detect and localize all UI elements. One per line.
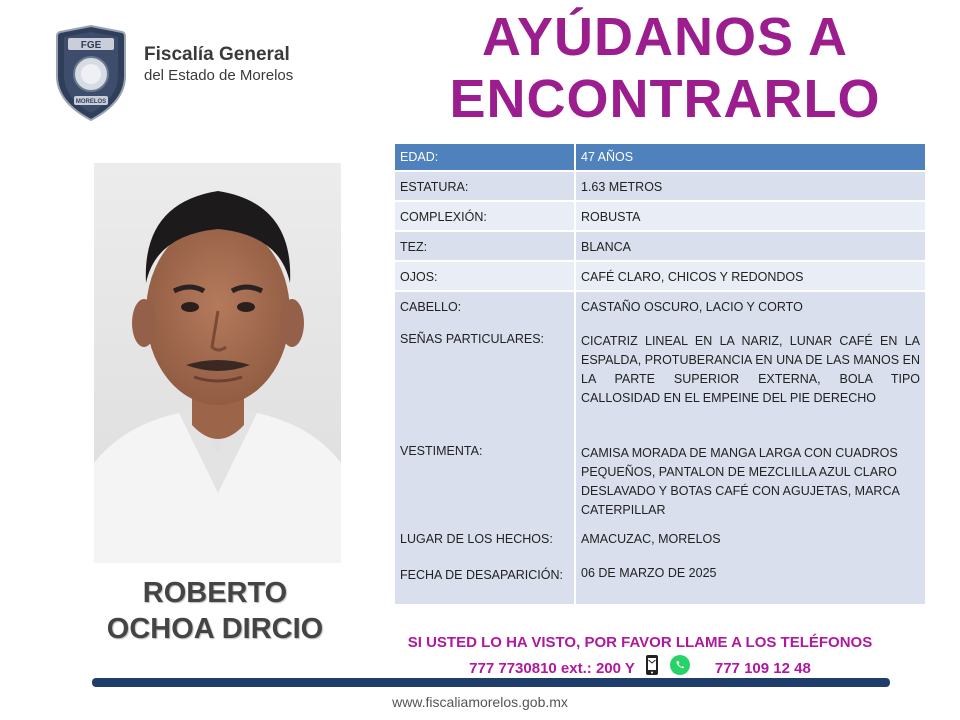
table-row: [395, 172, 925, 202]
headline-line1: AYÚDANOS A: [481, 7, 849, 67]
svg-text:MORELOS: MORELOS: [75, 99, 107, 105]
row-value: CASTAÑO OSCURO, LACIO Y CORTO: [581, 300, 803, 314]
person-name: [70, 575, 360, 647]
row-label: COMPLEXIÓN:: [395, 202, 576, 232]
svg-text:FGE: FGE: [80, 40, 102, 51]
phone-number-2[interactable]: 777 109 12 48: [714, 659, 811, 677]
badge-logo: [54, 24, 128, 122]
details-table: [395, 144, 925, 604]
missing-person-photo: [94, 163, 341, 563]
table-row: [395, 232, 925, 262]
row-label: VESTIMENTA:: [400, 444, 483, 458]
table-row: [395, 202, 925, 232]
row-label: EDAD:: [395, 144, 576, 172]
row-label: ESTATURA:: [395, 172, 576, 202]
row-value: BLANCA: [576, 232, 925, 262]
row-label: SEÑAS PARTICULARES:: [400, 332, 545, 346]
row-label: CABELLO:: [400, 300, 462, 314]
row-value: CICATRIZ LINEAL EN LA NARIZ, LUNAR CAFÉ EN LA ESPALDA, PROTUBERANCIA EN UNA DE LAS MANOS EN LA PARTE SUPERIOR EXTERNA, BOLA TIPO CALLOSIDAD EN EL EMPEINE DEL PIE DERECHO: [581, 334, 920, 405]
footer-bar: [92, 678, 890, 687]
row-value: CAMISA MORADA DE MANGA LARGA CON CUADROS PEQUEÑOS, PANTALON DE MEZCLILLA AZUL CLARO DESLAVADO Y BOTAS CAFÉ CON AGUJETAS, MARCA CATERPILLAR: [581, 446, 900, 517]
website-link[interactable]: www.fiscaliamorelos.gob.mx: [392, 694, 568, 710]
row-label: LUGAR DE LOS HECHOS:: [400, 532, 553, 546]
callout-text: SI USTED LO HA VISTO, POR FAVOR LLAME A LOS TELÉFONOS: [407, 634, 873, 651]
headline-line2: ENCONTRARLO: [449, 69, 881, 129]
block-values: [576, 292, 925, 604]
row-label: OJOS:: [395, 262, 576, 292]
table-row: [395, 144, 925, 172]
headline: [400, 6, 930, 130]
table-row: [395, 292, 925, 604]
table-row: [395, 262, 925, 292]
row-label: TEZ:: [395, 232, 576, 262]
phone-number-1[interactable]: 777 7730810 ext.: 200 Y: [469, 659, 635, 677]
block-labels: [395, 292, 576, 604]
agency-name-line1: Fiscalía General: [144, 44, 290, 65]
row-value: ROBUSTA: [576, 202, 925, 232]
row-value: AMACUZAC, MORELOS: [581, 532, 721, 546]
agency-name: [144, 44, 293, 85]
contact-callout: [360, 632, 920, 683]
row-value: 47 AÑOS: [576, 144, 925, 172]
person-last-name: OCHOA DIRCIO: [106, 613, 324, 645]
agency-name-line2: del Estado de Morelos: [144, 66, 294, 84]
row-label: FECHA DE DESAPARICIÓN:: [400, 568, 563, 582]
agency-logo: [54, 24, 128, 122]
person-first-name: ROBERTO: [142, 577, 288, 609]
row-value: CAFÉ CLARO, CHICOS Y REDONDOS: [576, 262, 925, 292]
row-value: 06 DE MARZO DE 2025: [581, 566, 717, 580]
row-value: 1.63 METROS: [576, 172, 925, 202]
